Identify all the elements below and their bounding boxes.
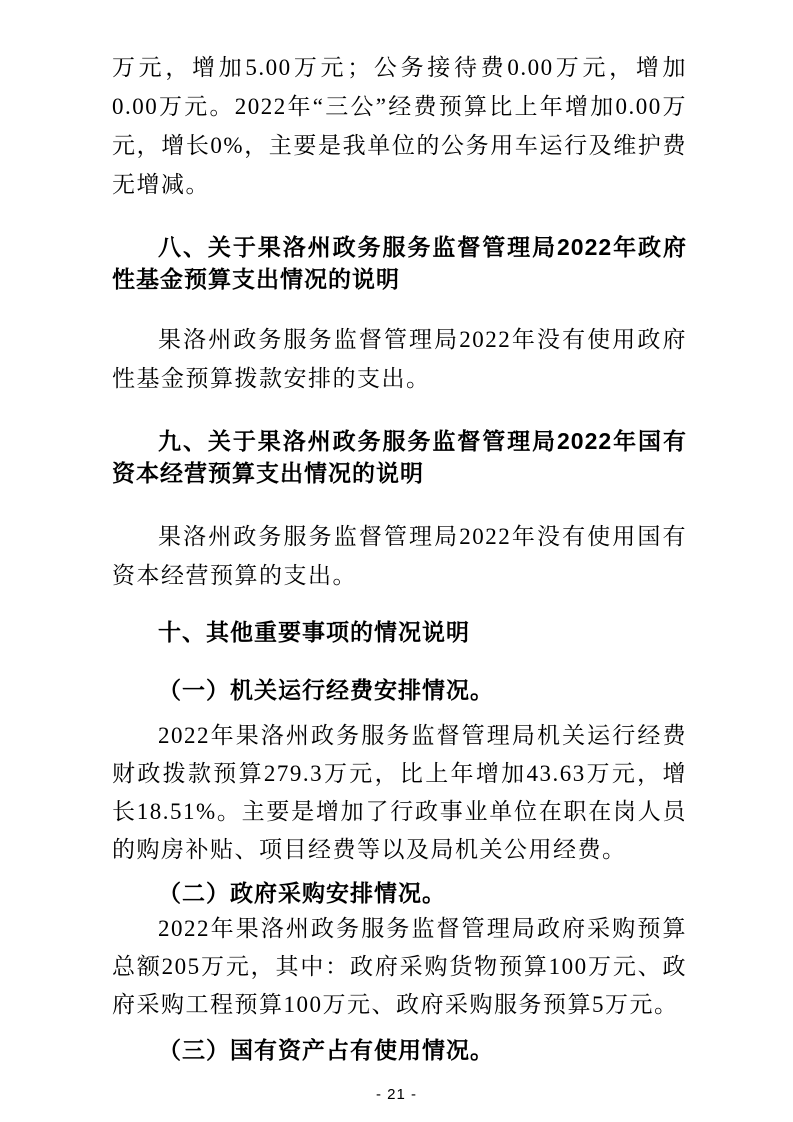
sub-heading-2-government-procurement: （二）政府采购安排情况。: [158, 881, 446, 906]
section-heading-9-state-capital-budget: 九、关于果洛州政务服务监督管理局2022年国有资本经营预算支出情况的说明: [112, 428, 687, 486]
paragraph-government-fund-no-expenditure: 果洛州政务服务监督管理局2022年没有使用政府性基金预算拨款安排的支出。: [112, 327, 687, 391]
paragraph-agency-operating-funds-detail: 2022年果洛州政务服务监督管理局机关运行经费财政拨款预算279.3万元，比上年增加43.63万元，增长18.51%。主要是增加了行政事业单位在职在岗人员的购房补贴、项目经费等以及局机关公用经费。: [112, 723, 687, 862]
section-heading-8-government-fund-budget: 八、关于果洛州政务服务监督管理局2022年政府性基金预算支出情况的说明: [112, 234, 687, 292]
paragraph-state-capital-no-expenditure: 果洛州政务服务监督管理局2022年没有使用国有资本经营预算的支出。: [112, 524, 687, 588]
page-number: - 21 -: [375, 1086, 417, 1103]
paragraph-three-public-funds-continuation: 万元，增加5.00万元；公务接待费0.00万元，增加0.00万元。2022年“三公”经费预算比上年增加0.00万元，增长0%，主要是我单位的公务用车运行及维护费无增减。: [112, 55, 687, 197]
document-content: [112, 0, 687, 1067]
paragraph-government-procurement-detail: 2022年果洛州政务服务监督管理局政府采购预算总额205万元，其中：政府采购货物预算100万元、政府采购工程预算100万元、政府采购服务预算5万元。: [112, 916, 687, 1017]
sub-heading-3-state-assets-usage: （三）国有资产占有使用情况。: [158, 1038, 494, 1063]
sub-heading-1-agency-operating-funds: （一）机关运行经费安排情况。: [158, 678, 494, 703]
section-heading-10-other-important-matters: 十、其他重要事项的情况说明: [158, 619, 470, 645]
